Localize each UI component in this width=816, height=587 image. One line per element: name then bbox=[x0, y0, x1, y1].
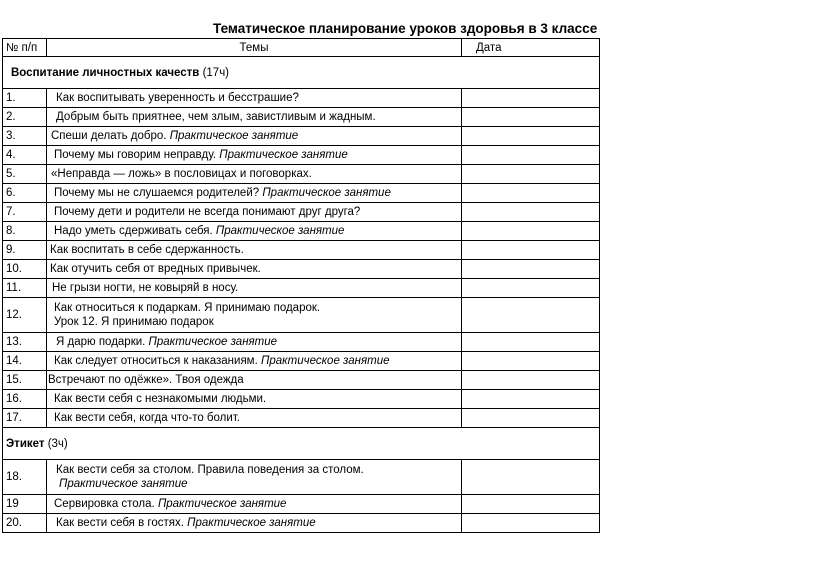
row-date bbox=[462, 279, 600, 298]
header-topic: Темы bbox=[47, 39, 462, 57]
table-header-row bbox=[3, 39, 600, 57]
section-hours: (17ч) bbox=[199, 66, 230, 79]
table-row bbox=[3, 460, 600, 495]
section-name: Воспитание личностных качеств bbox=[11, 66, 200, 79]
table-row bbox=[3, 495, 600, 514]
practice-label: Практическое занятие bbox=[59, 478, 188, 490]
table-row bbox=[3, 409, 600, 428]
practice-label: Практическое занятие bbox=[157, 498, 287, 510]
topic-text: Как вести себя за столом. Правила поведения за столом. bbox=[56, 464, 364, 476]
row-topic bbox=[47, 127, 462, 146]
row-number: 12. bbox=[3, 298, 47, 333]
practice-label: Практическое занятие bbox=[169, 130, 299, 142]
row-topic bbox=[47, 108, 462, 127]
row-number: 13. bbox=[3, 333, 47, 352]
topic-text: Я дарю подарки. bbox=[56, 336, 149, 348]
row-date bbox=[462, 146, 600, 165]
row-date bbox=[462, 165, 600, 184]
row-topic bbox=[47, 279, 462, 298]
row-number: 17. bbox=[3, 409, 47, 428]
row-number: 1. bbox=[3, 89, 47, 108]
table-row bbox=[3, 89, 600, 108]
row-number: 8. bbox=[3, 222, 47, 241]
topic-text: Добрым быть приятнее, чем злым, завистливым и жадным. bbox=[56, 111, 376, 123]
row-topic bbox=[47, 260, 462, 279]
row-topic bbox=[47, 184, 462, 203]
row-date bbox=[462, 260, 600, 279]
row-number: 20. bbox=[3, 514, 47, 533]
row-number: 4. bbox=[3, 146, 47, 165]
section-row bbox=[3, 428, 600, 460]
topic-text: «Неправда — ложь» в пословицах и поговорках. bbox=[51, 168, 312, 180]
row-topic bbox=[47, 514, 462, 533]
row-topic bbox=[47, 89, 462, 108]
table-row bbox=[3, 333, 600, 352]
row-topic bbox=[47, 371, 462, 390]
topic-text: Почему мы говорим неправду. bbox=[54, 149, 220, 161]
row-topic bbox=[47, 409, 462, 428]
row-date bbox=[462, 222, 600, 241]
section-hours: (3ч) bbox=[44, 437, 68, 450]
topic-text: Как воспитать в себе сдержанность. bbox=[50, 244, 244, 256]
row-topic bbox=[47, 352, 462, 371]
row-topic bbox=[47, 298, 462, 333]
topic-text: Как вести себя с незнакомыми людьми. bbox=[54, 393, 267, 405]
row-date bbox=[462, 495, 600, 514]
table-row bbox=[3, 146, 600, 165]
table-row bbox=[3, 298, 600, 333]
row-number: 10. bbox=[3, 260, 47, 279]
practice-label: Практическое занятие bbox=[262, 187, 391, 199]
row-date bbox=[462, 333, 600, 352]
row-topic bbox=[47, 460, 462, 495]
topic-text: Не грызи ногти, не ковыряй в носу. bbox=[52, 282, 239, 294]
table-row bbox=[3, 127, 600, 146]
practice-label: Практическое занятие bbox=[187, 517, 316, 529]
row-topic bbox=[47, 390, 462, 409]
row-topic bbox=[47, 165, 462, 184]
row-number: 2. bbox=[3, 108, 47, 127]
table-row bbox=[3, 165, 600, 184]
table-row bbox=[3, 184, 600, 203]
topic-text: Как следует относиться к наказаниям. bbox=[54, 355, 261, 367]
row-date bbox=[462, 108, 600, 127]
practice-label: Практическое занятие bbox=[148, 336, 278, 348]
row-topic bbox=[47, 495, 462, 514]
row-topic bbox=[47, 203, 462, 222]
topic-text: Почему дети и родители не всегда понимают друг друга? bbox=[54, 206, 361, 218]
row-date bbox=[462, 89, 600, 108]
row-date bbox=[462, 390, 600, 409]
topic-text: Как вести себя, когда что-то болит. bbox=[54, 412, 240, 424]
table-row bbox=[3, 260, 600, 279]
row-date bbox=[462, 371, 600, 390]
row-topic bbox=[47, 333, 462, 352]
row-number: 6. bbox=[3, 184, 47, 203]
topic-text-line2: Урок 12. Я принимаю подарок bbox=[54, 316, 214, 328]
header-date: Дата bbox=[462, 39, 600, 57]
row-date bbox=[462, 352, 600, 371]
row-number: 16. bbox=[3, 390, 47, 409]
table-row bbox=[3, 390, 600, 409]
row-date bbox=[462, 241, 600, 260]
row-date bbox=[462, 460, 600, 495]
row-number: 7. bbox=[3, 203, 47, 222]
practice-label: Практическое занятие bbox=[215, 225, 345, 237]
table-row bbox=[3, 352, 600, 371]
table-row bbox=[3, 279, 600, 298]
topic-text: Как воспитывать уверенность и бесстрашие? bbox=[56, 92, 299, 104]
row-date bbox=[462, 409, 600, 428]
table-row bbox=[3, 514, 600, 533]
lesson-plan-table bbox=[2, 38, 600, 533]
row-number: 5. bbox=[3, 165, 47, 184]
table-row bbox=[3, 203, 600, 222]
practice-label: Практическое занятие bbox=[260, 355, 390, 367]
row-number: 14. bbox=[3, 352, 47, 371]
row-number: 19 bbox=[3, 495, 47, 514]
section-row bbox=[3, 57, 600, 89]
section-title bbox=[3, 428, 600, 460]
topic-text: Встречают по одёжке». Твоя одежда bbox=[48, 374, 244, 386]
row-date bbox=[462, 203, 600, 222]
section-title bbox=[3, 57, 600, 89]
row-number: 11. bbox=[3, 279, 47, 298]
practice-label: Практическое занятие bbox=[219, 149, 348, 161]
topic-text: Как отучить себя от вредных привычек. bbox=[50, 263, 261, 275]
table-row bbox=[3, 108, 600, 127]
row-topic bbox=[47, 146, 462, 165]
row-date bbox=[462, 127, 600, 146]
topic-text: Как вести себя в гостях. bbox=[56, 517, 188, 529]
section-name: Этикет bbox=[6, 437, 45, 450]
row-number: 15. bbox=[3, 371, 47, 390]
table-row bbox=[3, 371, 600, 390]
row-date bbox=[462, 298, 600, 333]
row-topic bbox=[47, 241, 462, 260]
topic-text: Как относиться к подаркам. Я принимаю подарок. bbox=[54, 302, 321, 314]
row-number: 3. bbox=[3, 127, 47, 146]
topic-text: Почему мы не слушаемся родителей? bbox=[54, 187, 263, 199]
row-date bbox=[462, 184, 600, 203]
table-row bbox=[3, 222, 600, 241]
page-title: Тематическое планирование уроков здоровья в 3 классе bbox=[213, 21, 598, 36]
row-number: 18. bbox=[3, 460, 47, 495]
table-row bbox=[3, 241, 600, 260]
topic-text: Спеши делать добро. bbox=[51, 130, 170, 142]
row-topic bbox=[47, 222, 462, 241]
row-number: 9. bbox=[3, 241, 47, 260]
topic-text: Надо уметь сдерживать себя. bbox=[54, 225, 216, 237]
header-number: № п/п bbox=[3, 39, 47, 57]
row-date bbox=[462, 514, 600, 533]
topic-text: Сервировка стола. bbox=[54, 498, 158, 510]
